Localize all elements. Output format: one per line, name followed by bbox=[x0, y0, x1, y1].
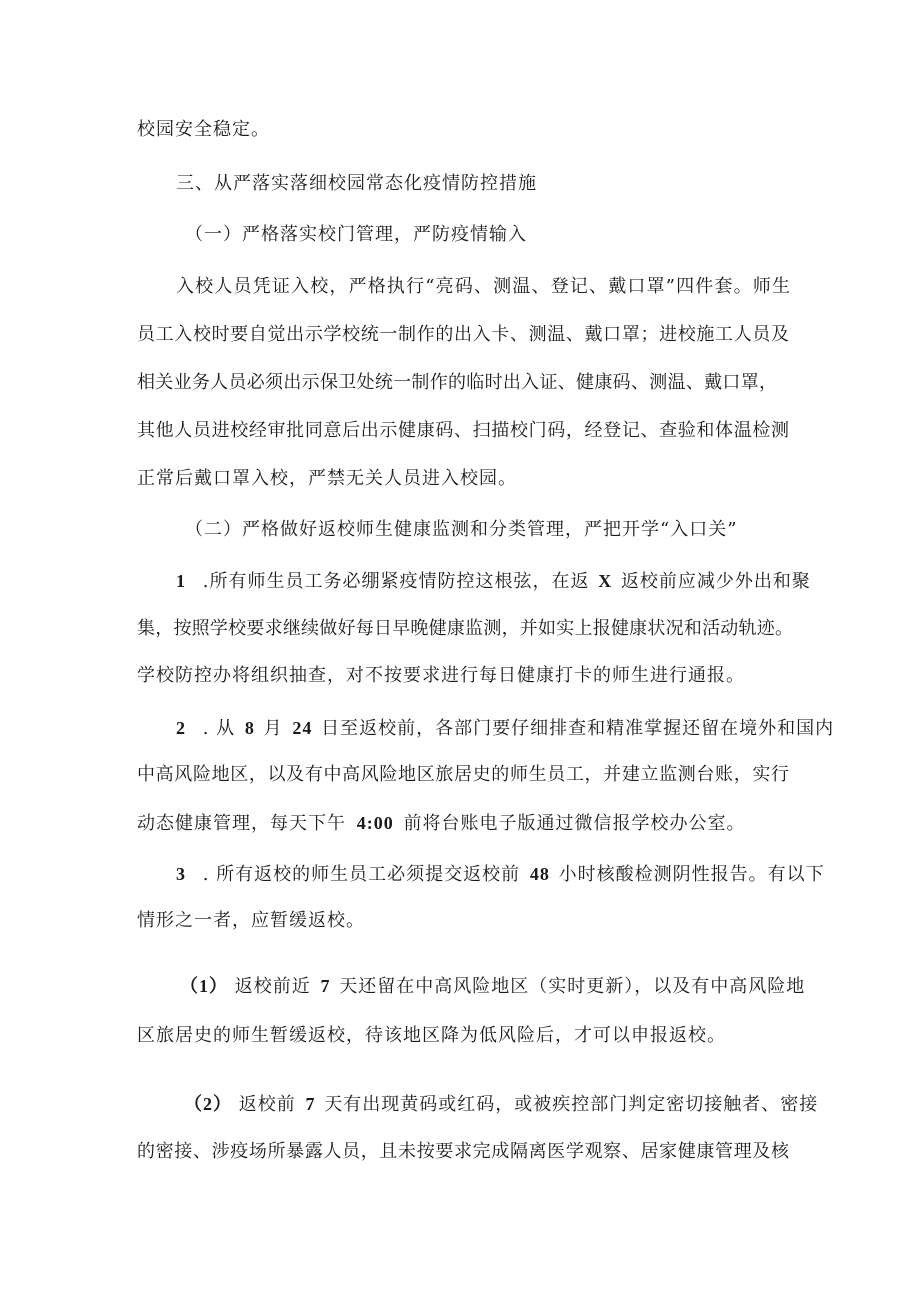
paragraph-line: 入校人员凭证入校，严格执行“亮码、测温、登记、戴口罩”四件套。师生 bbox=[176, 276, 790, 297]
text-line: 校园安全稳定。 bbox=[137, 119, 270, 140]
text-run: 日至返校前，各部门要仔细排查和精准掌握还留在境外和国内 bbox=[321, 718, 835, 739]
text-run: 月 bbox=[263, 718, 283, 739]
text-run-bold: 4:00 bbox=[356, 813, 394, 833]
text-run: 动态健康管理，每天下午 bbox=[137, 813, 346, 834]
paragraph-line: 其他人员进校经审批同意后出示健康码、扫描校门码，经登记、查验和体温检测 bbox=[137, 420, 789, 441]
subsection-heading: （一）严格落实校门管理，严防疫情输入 bbox=[185, 224, 527, 245]
text-run: 返校前近 bbox=[234, 976, 311, 997]
paragraph-line: 中高风险地区，以及有中高风险地区旅居史的师生员工，并建立监测台账，实行 bbox=[137, 764, 789, 785]
paragraph-line: 的密接、涉疫场所暴露人员，且未按要求完成隔离医学观察、居家健康管理及核 bbox=[137, 1141, 789, 1162]
text-run-bold: 48 bbox=[529, 864, 550, 884]
text-run-bold: X bbox=[598, 571, 613, 591]
item-number: 3 bbox=[176, 864, 186, 884]
text-run: . 所有返校的师生员工必须提交返校前 bbox=[202, 864, 521, 885]
text-run: 小时核酸检测阴性报告。有以下 bbox=[558, 864, 825, 885]
section-heading: 三、从严落实落细校园常态化疫情防控措施 bbox=[176, 173, 537, 194]
item-number: （1） bbox=[180, 976, 228, 996]
list-item-line bbox=[176, 865, 825, 884]
text-run: 天有出现黄码或红码，或被疾控部门判定密切接触者、密接 bbox=[324, 1094, 819, 1115]
paragraph-line: 正常后戴口罩入校，严禁无关人员进入校园。 bbox=[137, 468, 517, 489]
item-number: （2） bbox=[184, 1094, 232, 1114]
text-run: . 从 bbox=[202, 718, 236, 739]
subsection-heading: （二）严格做好返校师生健康监测和分类管理，严把开学“入口关” bbox=[185, 519, 738, 540]
paragraph-line: 集，按照学校要求继续做好每日早晚健康监测，并如实上报健康状况和活动轨迹。 bbox=[137, 618, 793, 639]
paragraph-line: 相关业务人员必须出示保卫处统一制作的临时出入证、健康码、测温、戴口罩， bbox=[137, 372, 777, 393]
text-run-bold: 8 bbox=[244, 718, 255, 738]
list-item-line bbox=[180, 977, 805, 996]
list-item-line bbox=[176, 719, 834, 738]
paragraph-line bbox=[137, 814, 745, 833]
text-run-bold: 7 bbox=[320, 976, 331, 996]
paragraph-line: 员工入校时要自觉出示学校统一制作的出入卡、测温、戴口罩；进校施工人员及 bbox=[137, 324, 789, 345]
paragraph-line: 学校防控办将组织抽查，对不按要求进行每日健康打卡的师生进行通报。 bbox=[137, 665, 745, 686]
text-run-bold: 24 bbox=[292, 718, 313, 738]
paragraph-line: 情形之一者，应暂缓返校。 bbox=[137, 910, 365, 931]
item-number: 1 bbox=[176, 571, 186, 591]
paragraph-line: 区旅居史的师生暂缓返校，待该地区降为低风险后，才可以申报返校。 bbox=[137, 1025, 726, 1046]
text-run-bold: 7 bbox=[305, 1094, 316, 1114]
list-item-line bbox=[184, 1095, 818, 1114]
text-run: 天还留在中高风险地区（实时更新），以及有中高风险地 bbox=[339, 976, 806, 997]
item-number: 2 bbox=[176, 718, 186, 738]
text-run: 前将台账电子版通过微信报学校办公室。 bbox=[403, 813, 746, 834]
list-item-line bbox=[176, 571, 811, 592]
text-run: .所有师生员工务必绷紧疫情防控这根弦，在返 bbox=[202, 571, 590, 592]
text-run: 返校前 bbox=[238, 1094, 296, 1115]
text-run: 返校前应减少外出和聚 bbox=[620, 571, 811, 592]
